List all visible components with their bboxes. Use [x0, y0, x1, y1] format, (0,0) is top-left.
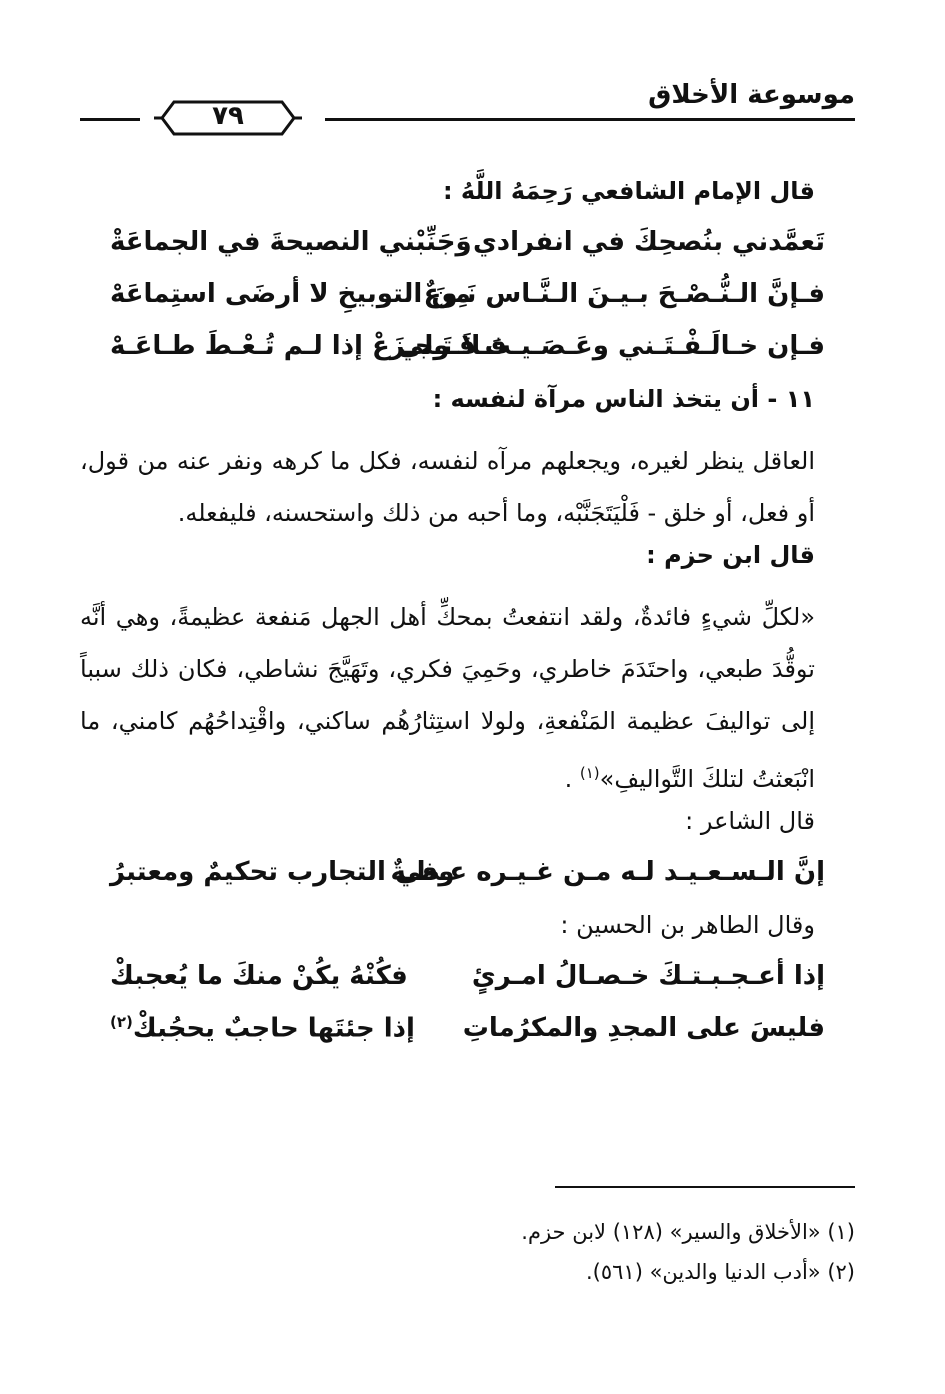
header-rule-right	[325, 118, 855, 121]
verse-line	[80, 857, 855, 909]
verse-first-hemistich: فـإنَّ الـنُّـصْـحَ بـيـنَ الـنَّـاس نَـوعٌ	[423, 279, 825, 309]
page-header	[80, 70, 855, 140]
verse-first-hemistich: تَعمَّدني بنُصحِكَ في انفرادي	[472, 227, 825, 257]
ibn-hazm-intro: قال ابن حزم :	[646, 541, 815, 569]
tahir-intro: وقال الطاهر بن الحسين :	[560, 911, 815, 939]
verse-second-hemistich	[110, 1013, 415, 1044]
verse-second-hemistich: فـلا تَـجـزَعْ إذا لـم تُـعْـطَ طـاعَـهْ	[110, 331, 507, 361]
verse-first-hemistich: إنَّ الـسـعـيـد لـه مـن غـيـره عـظـةٌ	[390, 857, 825, 887]
header-rule-left	[80, 118, 140, 121]
verse-second-hemistich: فكُنْهُ يكُنْ منكَ ما يُعجبكْ	[110, 961, 408, 991]
verse-line	[80, 331, 855, 383]
verse-second-hemistich: وَجَنِّبْني النصيحةَ في الجماعَةْ	[110, 227, 472, 257]
quote-text: «لكلِّ شيءٍ فائدةٌ، ولقد انتفعتُ بمحكِّ أهل الجهل مَنفعة عظيمةً، وهي أنَّه توقُّدَ طبعي، واحتَدَمَ خاطري، وحَمِيَ فكري، وتَهَيَّجَ نشاطي، فكان ذلك سبباً إلى تواليفَ عظيمة المَنْفعةِ، ولولا استِثارُهُم ساكني، واقْتِداحُهُم كامني، ما انْبَعثتُ لتلكَ التَّواليفِ»	[80, 603, 815, 793]
quote-end: .	[564, 765, 580, 793]
poet-intro: قال الشاعر :	[685, 807, 815, 835]
footnote-ref: (٢)	[110, 1013, 133, 1031]
footnote-item: (٢) «أدب الدنيا والدين» (٥٦١).	[585, 1260, 855, 1284]
shafii-intro: قال الإمام الشافعي رَحِمَهُ اللَّهُ :	[442, 177, 815, 205]
footnotes	[155, 1212, 855, 1292]
verse-line	[80, 227, 855, 279]
page-number: ٧٩	[212, 101, 244, 131]
verse-line	[80, 961, 855, 1013]
paragraph: العاقل ينظر لغيره، ويجعلهم مرآه لنفسه، فكل ما كرهه ونفر عنه من قول، أو فعل، أو خلق - فَلْيَتَجَنَّبْه، وما أحبه من ذلك واستحسنه، فليفعله.	[80, 447, 815, 527]
verse-line	[80, 1013, 855, 1065]
verse-first-hemistich: فليسَ على المجدِ والمكرُماتِ	[462, 1013, 825, 1043]
book-title: موسوعة الأخلاق	[648, 80, 855, 110]
section-heading: ١١ - أن يتخذ الناس مرآة لنفسه :	[432, 385, 815, 413]
page-number-badge	[148, 98, 308, 138]
verse-first-hemistich: فـإن خـالَـفْـتَـني وعَـصَـيـتَ قَـولي	[397, 331, 825, 361]
verse-first-hemistich: إذا أعـجـبـتـكَ خـصـالُ امـرئٍ	[471, 961, 825, 991]
verse-line	[80, 279, 855, 331]
verse-second-hemistich: وفي التجارب تحكيمٌ ومعتبرُ	[110, 857, 455, 887]
page-content	[80, 175, 855, 1065]
verse-second-hemistich: مِنَ التوبيخِ لا أرضَى استِماعَهْ	[110, 279, 471, 309]
footnote-item: (١) «الأخلاق والسير» (١٢٨) لابن حزم.	[521, 1220, 855, 1244]
quote-paragraph	[80, 591, 855, 805]
footnote-divider	[555, 1186, 855, 1188]
verse-text: إذا جئتَها حاجبٌ يحجُبكْ	[132, 1013, 415, 1044]
footnote-ref: (١)	[579, 764, 600, 782]
